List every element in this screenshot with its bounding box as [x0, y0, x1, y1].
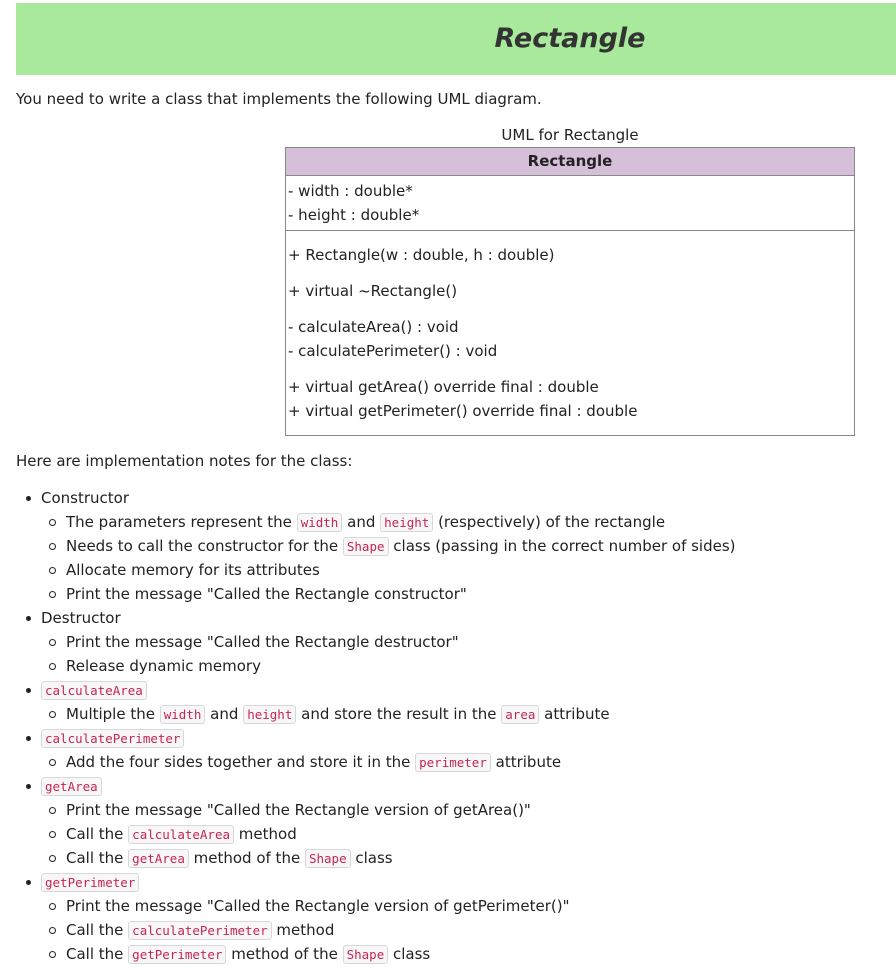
list-item: getPerimeter: [41, 870, 139, 894]
list-item: The parameters represent the width and height (respectively) of the rectangle: [66, 510, 665, 534]
list-item: Print the message "Called the Rectangle destructor": [66, 630, 459, 654]
list-item: Call the calculateArea method: [66, 822, 297, 846]
title-banner: [16, 3, 896, 75]
list-item: Allocate memory for its attributes: [66, 558, 320, 582]
list-item: Print the message "Called the Rectangle constructor": [66, 582, 467, 606]
page-title: Rectangle: [494, 23, 646, 54]
uml-method-get-perimeter: + virtual getPerimeter() override final : double: [288, 402, 638, 420]
bullet-icon: [49, 759, 56, 766]
list-item: calculateArea: [41, 678, 147, 702]
bullet-icon: [49, 591, 56, 598]
list-item: Call the getArea method of the Shape class: [66, 846, 393, 870]
uml-method-calculate-area: - calculateArea() : void: [288, 318, 459, 336]
bullet-icon: [26, 496, 31, 501]
list-item: Destructor: [41, 606, 121, 630]
bullet-icon: [26, 880, 31, 885]
uml-method-destructor: + virtual ~Rectangle(): [288, 282, 458, 300]
bullet-icon: [49, 639, 56, 646]
uml-attribute-height: - height : double*: [288, 206, 420, 224]
bullet-icon: [49, 951, 56, 958]
list-item: Needs to call the constructor for the Shape class (passing in the correct number of sides): [66, 534, 736, 558]
list-item: Add the four sides together and store it in the perimeter attribute: [66, 750, 561, 774]
uml-caption: UML for Rectangle: [501, 126, 639, 144]
bullet-icon: [49, 567, 56, 574]
list-item: Call the calculatePerimeter method: [66, 918, 334, 942]
bullet-icon: [26, 784, 31, 789]
uml-method-constructor: + Rectangle(w : double, h : double): [288, 246, 555, 264]
bullet-icon: [49, 807, 56, 814]
list-item: getArea: [41, 774, 102, 798]
uml-diagram: [285, 147, 855, 436]
bullet-icon: [49, 855, 56, 862]
list-item: Multiple the width and height and store the result in the area attribute: [66, 702, 610, 726]
list-item: Print the message "Called the Rectangle version of getArea()": [66, 798, 531, 822]
uml-methods: [286, 231, 854, 423]
bullet-icon: [49, 519, 56, 526]
bullet-icon: [49, 711, 56, 718]
uml-attribute-width: - width : double*: [288, 182, 413, 200]
list-item: calculatePerimeter: [41, 726, 184, 750]
bullet-icon: [49, 663, 56, 670]
bullet-icon: [49, 927, 56, 934]
uml-class-name: Rectangle: [286, 148, 854, 176]
list-item: Print the message "Called the Rectangle version of getPerimeter()": [66, 894, 570, 918]
uml-attributes: [286, 179, 854, 231]
bullet-icon: [26, 616, 31, 621]
list-item: Call the getPerimeter method of the Shape class: [66, 942, 430, 966]
notes-intro-text: Here are implementation notes for the class:: [16, 452, 353, 470]
uml-method-calculate-perimeter: - calculatePerimeter() : void: [288, 342, 498, 360]
intro-text: You need to write a class that implements the following UML diagram.: [16, 90, 542, 108]
bullet-icon: [26, 736, 31, 741]
bullet-icon: [49, 543, 56, 550]
bullet-icon: [49, 831, 56, 838]
list-item: Constructor: [41, 486, 129, 510]
uml-method-get-area: + virtual getArea() override final : double: [288, 378, 599, 396]
list-item: Release dynamic memory: [66, 654, 261, 678]
bullet-icon: [49, 903, 56, 910]
bullet-icon: [26, 688, 31, 693]
